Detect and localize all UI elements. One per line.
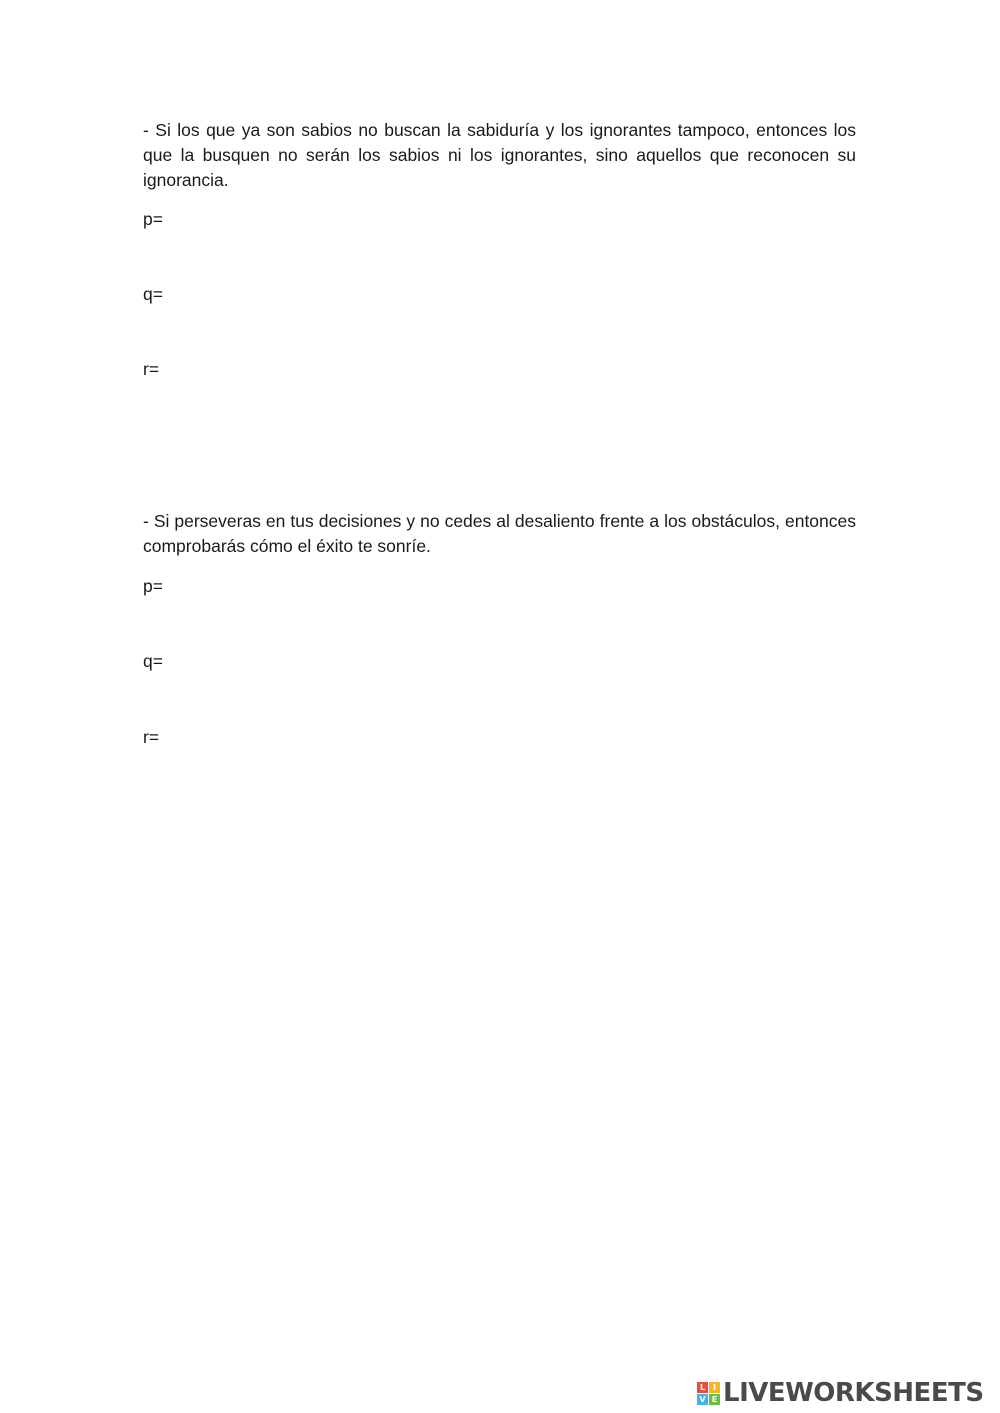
liveworksheets-logo-icon: L I V E: [697, 1382, 720, 1405]
exercise-2-statement: - Si perseveras en tus decisiones y no cedes al desaliento frente a los obstáculos, entonces comprobarás cómo el éxito te sonríe.: [143, 511, 856, 556]
exercise-1-variable-q: q=: [143, 284, 163, 304]
exercise-1-variable-r: r=: [143, 359, 160, 379]
exercise-2-variable-q: q=: [143, 651, 163, 671]
exercise-2-variable-r: r=: [143, 727, 160, 747]
liveworksheets-logo-text: LIVEWORKSHEETS: [723, 1378, 984, 1408]
exercise-1: [143, 118, 856, 379]
exercise-1-statement: - Si los que ya son sabios no buscan la sabiduría y los ignorantes tampoco, entonces los que la busquen no serán los sabios ni los ignorantes, sino aquellos que reconocen su ignorancia.: [143, 120, 856, 190]
exercise-2: [143, 509, 856, 747]
exercise-2-variable-p: p=: [143, 576, 163, 596]
liveworksheets-logo: [697, 1378, 984, 1408]
exercise-1-variable-p: p=: [143, 209, 163, 229]
